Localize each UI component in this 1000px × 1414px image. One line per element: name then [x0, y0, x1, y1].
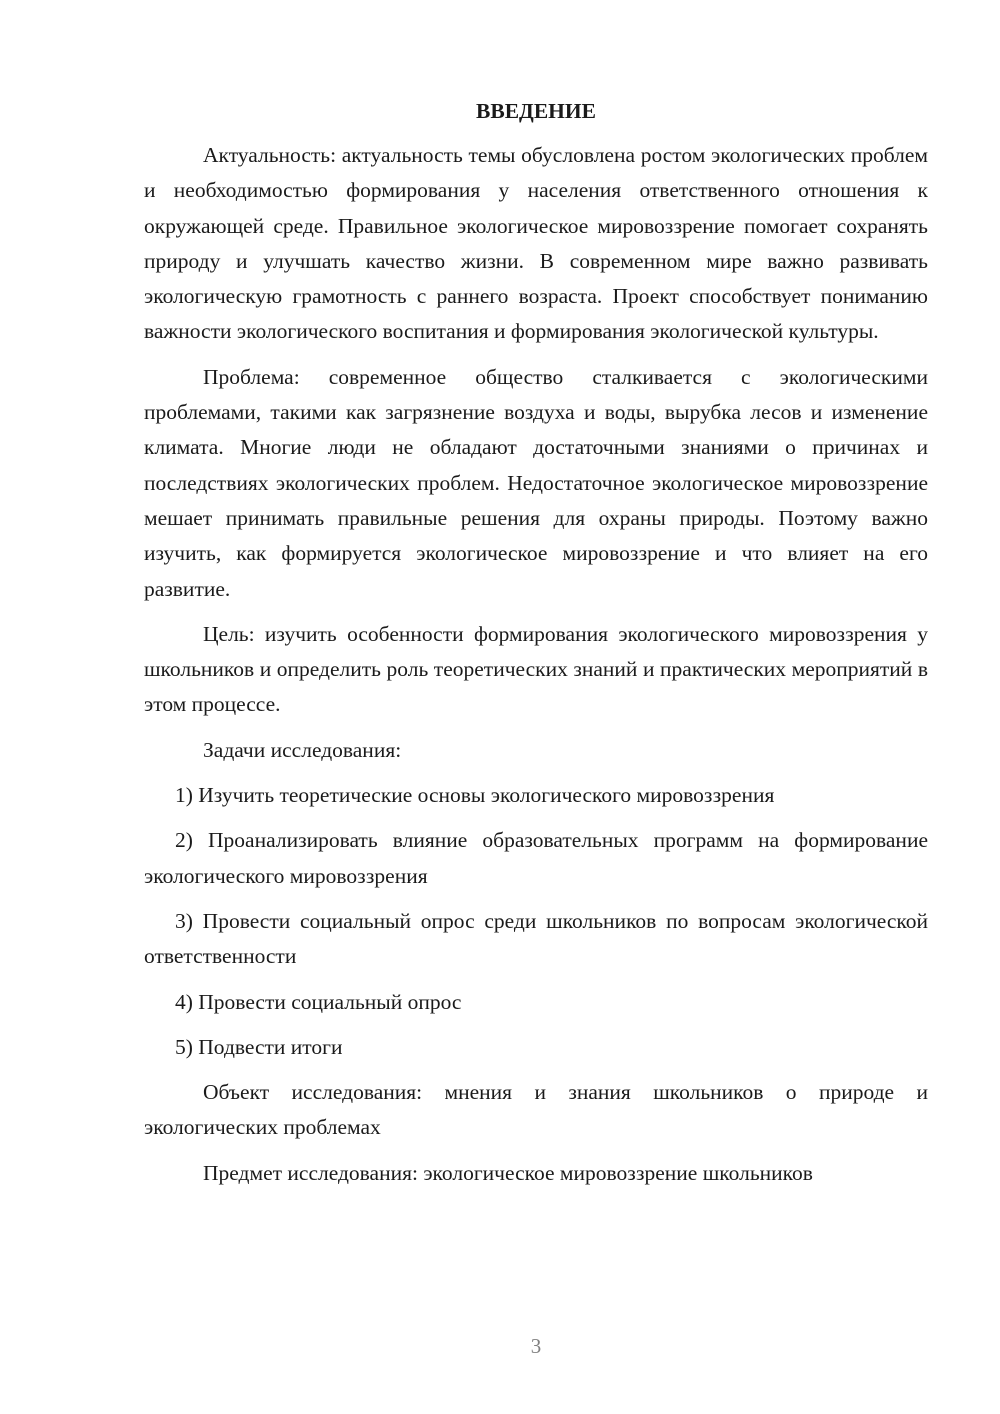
- problem-paragraph: Проблема: современное общество сталкивается с экологическими проблемами, такими как загрязнение воздуха и воды, вырубка лесов и изменение климата. Многие люди не обладают достаточными знаниями о причинах и последствиях экологических проблем. Недостаточное экологическое мировоззрение мешает принимать правильные решения для охраны природы. Поэтому важно изучить, как формируется экологическое мировоззрение и что влияет на его развитие.: [144, 364, 928, 601]
- document-page: [144, 96, 928, 1201]
- tasks-heading: Задачи исследования:: [203, 737, 402, 762]
- page-number: 3: [530, 1334, 542, 1358]
- research-object-paragraph: Объект исследования: мнения и знания школьников о природе и экологических проблемах: [144, 1080, 928, 1140]
- research-subject-paragraph: Предмет исследования: экологическое мировоззрение школьников: [203, 1160, 813, 1185]
- section-heading: ВВЕДЕНИЕ: [476, 99, 596, 123]
- task-item-4: 4) Провести социальный опрос: [175, 989, 462, 1014]
- task-item-1: 1) Изучить теоретические основы экологического мировоззрения: [175, 783, 775, 808]
- relevance-paragraph: Актуальность: актуальность темы обусловлена ростом экологических проблем и необходимостью формирования у населения ответственного отношения к окружающей среде. Правильное экологическое мировоззрение помогает сохранять природу и улучшать качество жизни. В современном мире важно развивать экологическую грамотность с раннего возраста. Проект способствует пониманию важности экологического воспитания и формирования экологической культуры.: [144, 143, 928, 344]
- goal-paragraph: Цель: изучить особенности формирования экологического мировоззрения у школьников и определить роль теоретических знаний и практических мероприятий в этом процессе.: [144, 621, 928, 717]
- task-item-3: 3) Провести социальный опрос среди школьников по вопросам экологической ответственности: [144, 908, 928, 969]
- task-item-2: 2) Проанализировать влияние образовательных программ на формирование экологического мировоззрения: [144, 828, 928, 888]
- task-item-5: 5) Подвести итоги: [175, 1034, 343, 1059]
